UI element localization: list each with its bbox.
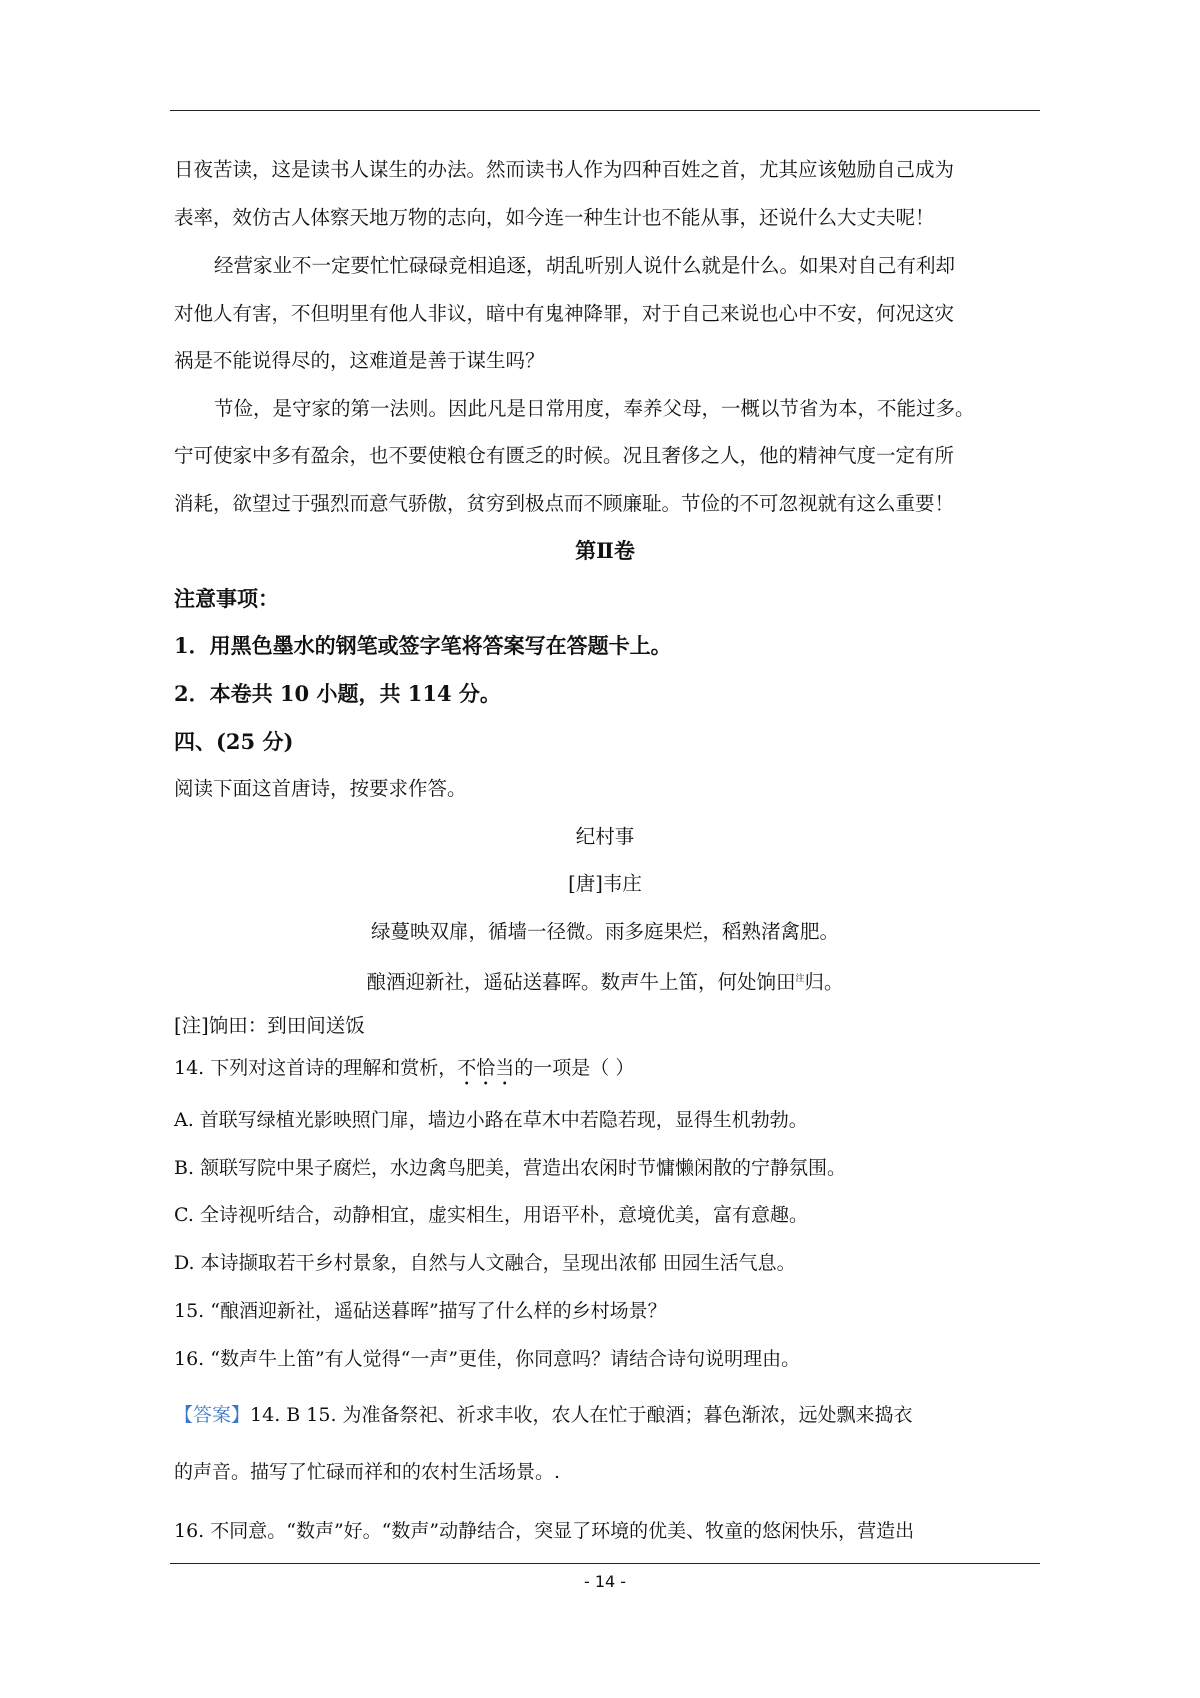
answer-line-1 [174, 1402, 913, 1428]
prose-p3-line2: 宁可使家中多有盈余，也不要使粮仓有匮乏的时候。况且奢侈之人，他的精神气度一定有所 [174, 444, 955, 467]
notice-item-2: 2．本卷共 10 小题，共 114 分。 [174, 681, 501, 706]
option-a: A. 首联写绿植光影映照门扉，墙边小路在草木中若隐若现，显得生机勃勃。 [174, 1109, 808, 1131]
header-rule [170, 110, 1040, 111]
poem-line-2 [170, 966, 1040, 996]
answer-tag: 【答案】 [174, 1404, 251, 1426]
prose-p1-line2: 表率，效仿古人体察天地万物的志向，如今连一种生计也不能从事，还说什么大丈夫呢！ [174, 206, 935, 229]
footer-rule [170, 1563, 1040, 1564]
part-heading: 四、(25 分) [174, 729, 294, 754]
prose-p3-line1: 节俭，是守家的第一法则。因此凡是日常用度，奉养父母，一概以节省为本，不能过多。 [214, 397, 975, 420]
option-c: C. 全诗视听结合，动静相宜，虚实相生，用语平朴，意境优美，富有意趣。 [174, 1204, 808, 1226]
question-16: 16. “数声牛上笛”有人觉得“一声”更佳，你同意吗？请结合诗句说明理由。 [174, 1348, 801, 1370]
instruction: 阅读下面这首唐诗，按要求作答。 [174, 777, 467, 800]
prose-p2-line2: 对他人有害，不但明里有他人非议，暗中有鬼神降罪，对于自己来说也心中不安，何况这灾 [174, 302, 955, 325]
option-d: D. 本诗撷取若干乡村景象，自然与人文融合，呈现出浓郁 田园生活气息。 [174, 1252, 796, 1274]
answer-line-3: 16. 不同意。“数声”好。“数声”动静结合，突显了环境的优美、牧童的悠闲快乐，营造出 [174, 1520, 915, 1542]
answer-line-1-text: 14. B 15. 为准备祭祀、祈求丰收，农人在忙于酿酒；暮色渐浓，远处飘来捣衣 [250, 1404, 913, 1426]
question-14-stem: 14. 下列对这首诗的理解和赏析， [174, 1057, 458, 1079]
question-15: 15. “酿酒迎新社，遥砧送暮晖”描写了什么样的乡村场景？ [174, 1300, 667, 1322]
poem-title: 纪村事 [575, 825, 635, 848]
poem-line-2b: 归。 [804, 970, 844, 994]
notice-heading: 注意事项： [174, 586, 279, 611]
question-14-tail: 的一项是（ ） [514, 1057, 635, 1079]
question-14-emphasis: 不恰当 [457, 1057, 515, 1079]
poem-line-2a: 酿酒迎新社，遥砧送暮晖。数声牛上笛，何处饷田 [366, 970, 796, 994]
poem-note: [注]饷田：到田间送饭 [174, 1014, 365, 1037]
notice-item-1: 1．用黑色墨水的钢笔或签字笔将答案写在答题卡上。 [174, 633, 672, 658]
prose-p1-line1: 日夜苦读，这是读书人谋生的办法。然而读书人作为四种百姓之首，尤其应该勉励自己成为 [174, 158, 955, 181]
section-title: 第Ⅱ卷 [575, 538, 635, 563]
poem-line-1: 绿蔓映双扉，循墙一径微。雨多庭果烂，稻熟渚禽肥。 [370, 920, 839, 943]
prose-p2-line1: 经营家业不一定要忙忙碌碌竞相追逐，胡乱听别人说什么就是什么。如果对自己有利却 [214, 254, 956, 277]
prose-p2-line3: 祸是不能说得尽的，这难道是善于谋生吗？ [174, 349, 545, 372]
prose-p3-line3: 消耗，欲望过于强烈而意气骄傲，贫穷到极点而不顾廉耻。节俭的不可忽视就有这么重要！ [174, 492, 955, 515]
option-b: B. 颔联写院中果子腐烂，水边禽鸟肥美，营造出农闲时节慵懒闲散的宁静氛围。 [174, 1157, 847, 1179]
footnote-marker: 注 [795, 974, 805, 984]
answer-line-2: 的声音。描写了忙碌而祥和的农村生活场景。. [174, 1461, 561, 1483]
question-14 [174, 1055, 634, 1090]
poem-author: [唐]韦庄 [568, 872, 642, 895]
page-number: - 14 - [583, 1572, 627, 1591]
